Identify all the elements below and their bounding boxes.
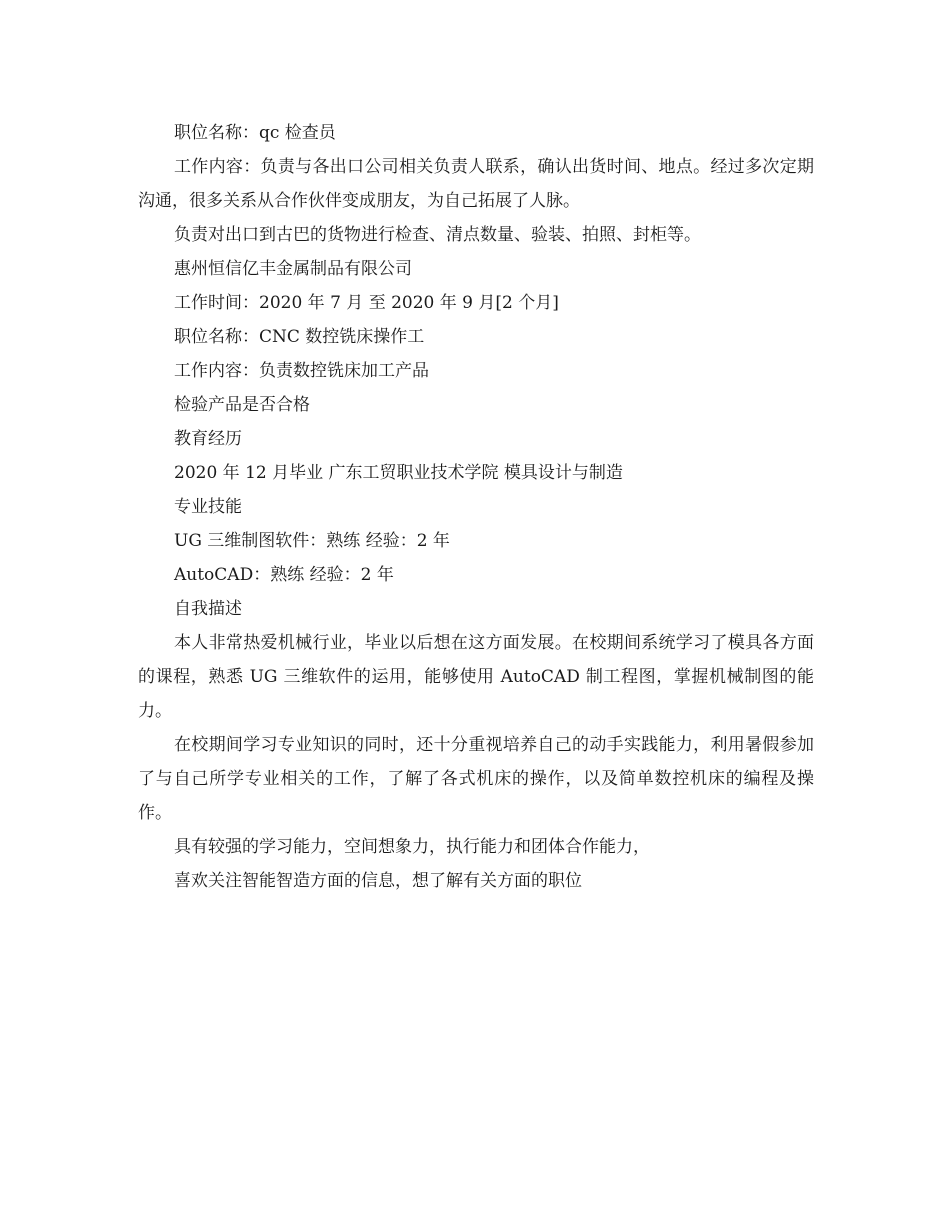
job-duties-line: 检验产品是否合格 [174, 395, 310, 415]
education-entry: 2020 年 12 月毕业 广东工贸职业技术学院 模具设计与制造 [174, 463, 623, 483]
skills-heading: 专业技能 [174, 497, 242, 517]
job-title-line: 职位名称：CNC 数控铣床操作工 [174, 327, 425, 347]
self-description-paragraph: 本人非常热爱机械行业，毕业以后想在这方面发展。在校期间系统学习了模具各方面的课程，熟悉 UG 三维软件的运用，能够使用 AutoCAD 制工程图，掌握机械制图的能力。 [138, 633, 814, 721]
company-name-line: 惠州恒信亿丰金属制品有限公司 [174, 259, 412, 279]
resume-content [138, 116, 814, 898]
work-period-line: 工作时间：2020 年 7 月 至 2020 年 9 月[2 个月] [174, 293, 559, 313]
skill-entry: AutoCAD：熟练 经验：2 年 [174, 565, 394, 585]
self-description-line: 具有较强的学习能力，空间想象力，执行能力和团体合作能力， [174, 837, 650, 857]
self-description-paragraph: 在校期间学习专业知识的同时，还十分重视培养自己的动手实践能力，利用暑假参加了与自己所学专业相关的工作，了解了各式机床的操作，以及简单数控机床的编程及操作。 [138, 735, 814, 823]
job-title-line: 职位名称：qc 检查员 [174, 123, 336, 143]
job-duties-line: 工作内容：负责数控铣床加工产品 [174, 361, 429, 381]
self-description-heading: 自我描述 [174, 599, 242, 619]
job-duties-paragraph: 工作内容：负责与各出口公司相关负责人联系，确认出货时间、地点。经过多次定期沟通，很多关系从合作伙伴变成朋友，为自己拓展了人脉。 [138, 157, 814, 211]
education-heading: 教育经历 [174, 429, 242, 449]
skill-entry: UG 三维制图软件：熟练 经验：2 年 [174, 531, 450, 551]
self-description-line: 喜欢关注智能智造方面的信息，想了解有关方面的职位 [174, 871, 582, 891]
job-duties-line: 负责对出口到古巴的货物进行检查、清点数量、验装、拍照、封柜等。 [174, 225, 701, 245]
